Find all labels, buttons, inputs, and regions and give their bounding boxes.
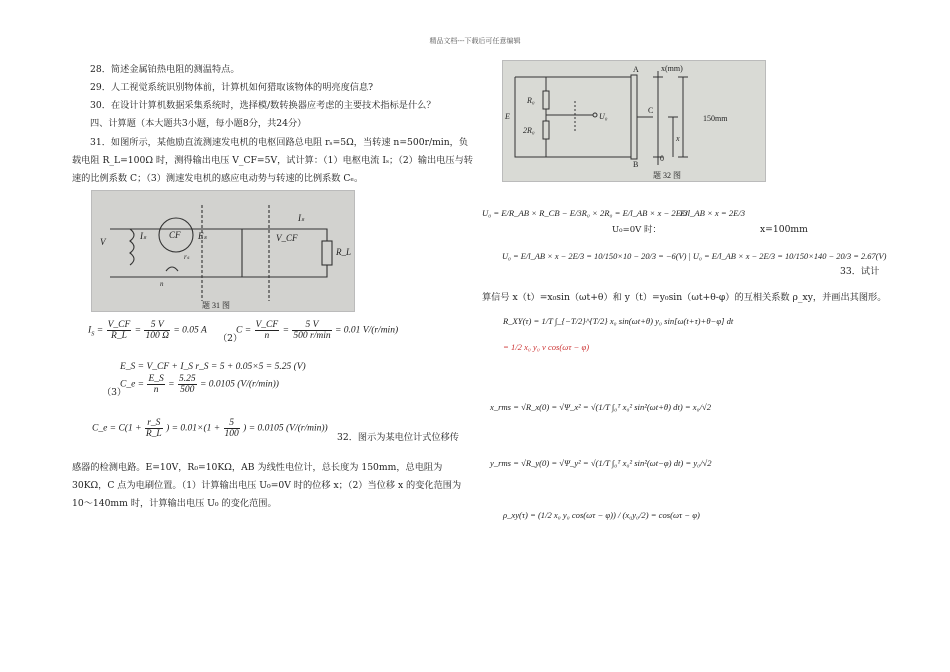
sol31-ce: C_e = $\frac{E\_S}{n}$ = $\frac{5.25}{500}$ = 0.0105 (V/(r/min)) bbox=[120, 374, 279, 395]
fig31-label-es: Eₛ bbox=[198, 231, 207, 241]
sol32-eq2: U₀ = E/l_AB × x − 2E/3 = 10/150×10 − 20/3 = −6(V) | U₀ = E/l_AB × x − 2E/3 = 10/150×140 − 20/3 = 2.67(V) bbox=[502, 252, 887, 261]
sol31-es: E_S = V_CF + I_S r_S = 5 + 0.05×5 = 5.25 (V) bbox=[120, 362, 306, 372]
sol33-yrms: y_rms = √R_y(0) = √Ψ_y² = √(1/T ∫₀ᵀ x₀² sin²(ωt−φ) dt) = y₀/√2 bbox=[490, 458, 712, 468]
fig32-label-2r0: 2R₀ bbox=[523, 126, 535, 135]
sol32-eq1-right: E/l_AB × x = 2E/3 bbox=[680, 208, 746, 218]
sol31-tag-2: （2） bbox=[218, 333, 243, 344]
figure-31-circuit bbox=[92, 191, 354, 311]
figure-32 bbox=[502, 60, 766, 182]
fig32-label-o: 0 bbox=[660, 154, 664, 163]
fig32-label-x: x bbox=[676, 134, 680, 143]
sol31-is: $I_S$ = $\frac{V\_CF}{R\_L}$ = $\frac{5 V}{100 \Omega}$ = 0.05 A bbox=[88, 320, 207, 341]
question-32-inline: 32．图示为某电位计式位移传 bbox=[337, 432, 459, 443]
question-29: 29．人工视觉系统识别物体前，计算机如何猎取该物体的明亮度信息? bbox=[90, 82, 374, 93]
fig32-label-len: 150mm bbox=[703, 114, 728, 123]
page-header: 精品文档---下载后可任意编辑 bbox=[429, 37, 521, 45]
fig31-label-is2: Iₛ bbox=[298, 213, 305, 223]
fig31-label-cf: CF bbox=[169, 230, 181, 240]
question-31-line1: 31．如图所示，某他励直流测速发电机的电枢回路总电阻 rₛ=5Ω，当转速 n=500r/min，负 bbox=[90, 137, 469, 148]
fig32-label-u0: U₀ bbox=[599, 112, 608, 121]
question-28: 28．简述金属铂热电阻的测温特点。 bbox=[90, 64, 240, 75]
sol32-result: x=100mm bbox=[760, 224, 808, 235]
fig32-label-b: B bbox=[633, 160, 639, 169]
sol33-xrms: x_rms = √R_x(0) = √Ψ_x² = √(1/T ∫₀ᵀ x₀² sin²(ωt+θ) dt) = x₀/√2 bbox=[490, 402, 712, 412]
fig31-label-rs: rₛ bbox=[184, 253, 190, 261]
fig32-caption: 题 32 图 bbox=[653, 171, 681, 180]
sol31-ce2: C_e = C(1 + $\frac{r\_S}{R\_L}$ ) = 0.01×(1 + $\frac{5}{100}$ ) = 0.0105 (V/(r/min)) bbox=[92, 418, 328, 439]
sol33-rho: ρ_xy(τ) = (1/2 x₀ y₀ cos(ωτ − φ)) / (x₀y₀/2) = cos(ωτ − φ) bbox=[503, 510, 700, 520]
sol31-c: C = $\frac{V\_CF}{n}$ = $\frac{5 V}{500 r/\min}$ = 0.01 V/(r/min) bbox=[236, 320, 399, 341]
question-31-line2: 载电阻 R_L=100Ω 时，测得输出电压 V_CF=5V，试计算：（1）电枢电流 Iₛ；（2）输出电压与转 bbox=[72, 155, 473, 166]
figure-31 bbox=[91, 190, 355, 312]
sol32-eq1: U₀ = E/R_AB × R_CB − E/3R₀ × 2R₀ = E/l_AB × x − 2E/3 bbox=[482, 208, 688, 218]
fig31-label-n: n bbox=[160, 280, 164, 288]
question-33-line: 算信号 x（t）=x₀sin（ωt+θ）和 y（t）=y₀sin（ωt+θ-φ）的互相关系数 ρ_xy，并画出其图形。 bbox=[482, 292, 887, 303]
fig31-label-is: Iₛ bbox=[140, 231, 147, 241]
sol31-tag-3: （3） bbox=[102, 387, 127, 398]
question-33-tag: 33．试计 bbox=[840, 266, 880, 277]
section-heading: 四、计算题（本大题共3小题，每小题8分，共24分） bbox=[90, 118, 307, 129]
fig32-label-xmm: x(mm) bbox=[661, 64, 683, 73]
figure-32-circuit bbox=[503, 61, 765, 181]
fig31-label-vcf: V_CF bbox=[276, 233, 298, 243]
sol33-corr1: R_XY(τ) = 1/T ∫_{−T/2}^{T/2} x₀ sin(ωt+θ) y₀ sin[ω(t+τ)+θ−φ] dt bbox=[503, 316, 734, 326]
fig31-caption: 题 31 图 bbox=[202, 301, 230, 310]
fig31-label-v: V bbox=[100, 237, 106, 247]
question-32-line4: 10～140mm 时，计算输出电压 U₀ 的变化范围。 bbox=[72, 498, 277, 509]
question-32-line2: 感器的检测电路。E=10V，R₀=10KΩ，AB 为线性电位计，总长度为 150mm，总电阻为 bbox=[72, 462, 443, 473]
question-32-line3: 30KΩ，C 点为电刷位置。（1）计算输出电压 U₀=0V 时的位移 x；（2）当位移 x 的变化范围为 bbox=[72, 480, 462, 491]
fig32-label-e: E bbox=[505, 112, 510, 121]
sol33-corr2: = 1/2 x₀ y₀ v cos(ωτ − φ) bbox=[503, 342, 590, 352]
fig32-label-a: A bbox=[633, 65, 639, 74]
question-30: 30．在设计计算机数据采集系统时，选择模/数转换器应考虑的主要技术指标是什么？ bbox=[90, 100, 436, 111]
fig32-label-r0: R₀ bbox=[527, 96, 535, 105]
sol32-u0zero: U₀=0V 时： bbox=[612, 225, 661, 235]
fig32-label-c: C bbox=[648, 106, 654, 115]
question-31-line3: 速的比例系数 C；（3）测速发电机的感应电动势与转速的比例系数 Cₑ。 bbox=[72, 173, 364, 184]
fig31-label-rl: R_L bbox=[336, 247, 352, 257]
